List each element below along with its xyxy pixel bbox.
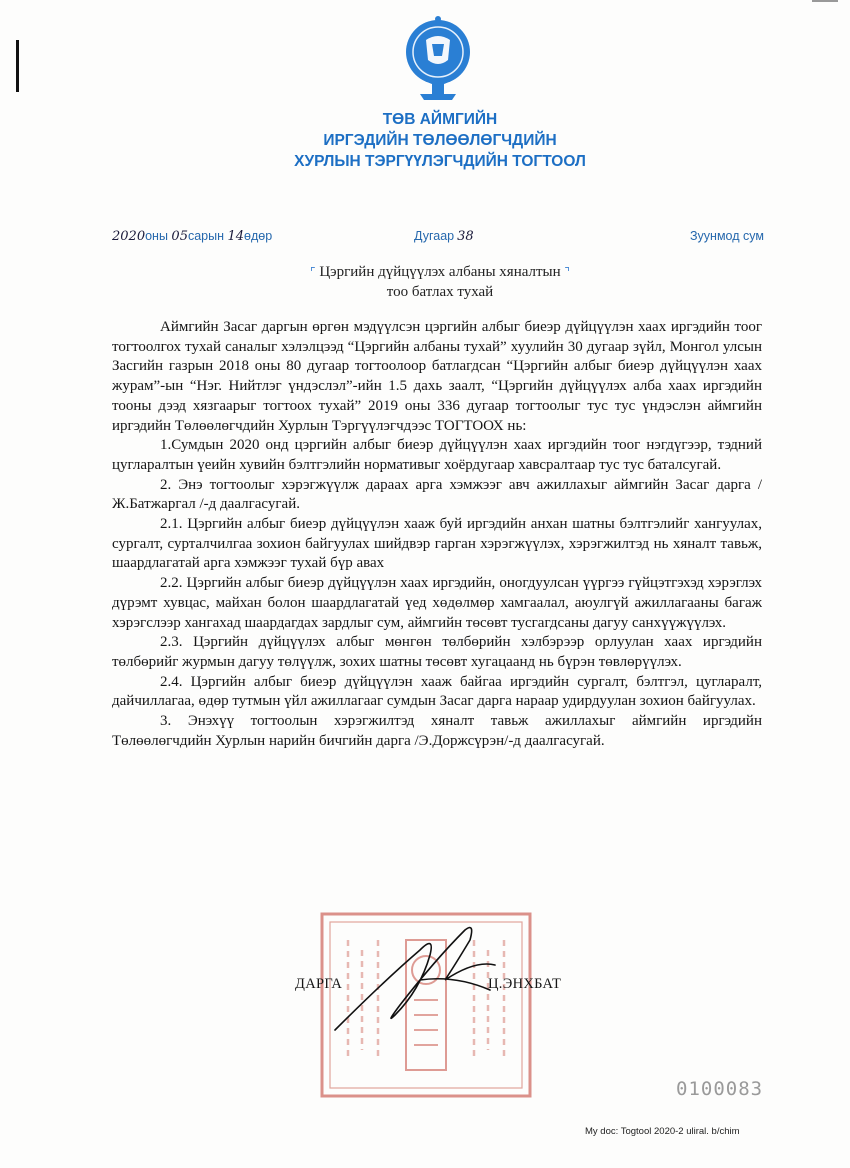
date-line — [112, 229, 272, 244]
document-number — [414, 229, 474, 244]
clause-2: 2. Энэ тогтоолыг хэрэгжүүлж дараах арга хэмжээг авч ажиллахыг аймгийн Засаг дарга /Ж.Батжаргал /-д даалгасугай. — [112, 476, 762, 513]
date-month-suffix: сарын — [187, 229, 225, 243]
org-name-line2: ИРГЭДИЙН ТӨЛӨӨЛӨГЧДИЙН — [323, 132, 557, 149]
clause-2-2: 2.2. Цэргийн албыг биеэр дүйцүүлэн хаах иргэдийн, оногдуулсан үүргээ гүйцэтгэхэд хэрэглэх дүрэмт хувцас, майхан болон шаардлагатай үед хөдөлмөр хамгаалал, аюулгүй ажиллагааны багаж хэрэгслээр хангахад шаардагдах зардлыг сум, аймгийн төсөвт тусгагдсаны дагуу санхүүжүүлэх. — [112, 575, 762, 631]
signatory-role: ДАРГА — [295, 976, 343, 992]
document-title-line2: тоо батлах тухай — [386, 284, 494, 300]
clause-2-4: 2.4. Цэргийн албыг биеэр дүйцүүлэн хааж байгаа иргэдийн сургалт, бэлтгэл, цугларалт, дайчиллагаа, өдөр тутмын үйл ажиллагааг сумдын Засаг дарга нараар удирдуулан зохион байгуулах. — [112, 673, 762, 710]
serial-number: 0100083 — [676, 1078, 764, 1100]
place: Зуунмод сум — [690, 229, 764, 243]
footer-docref: My doc: Togtool 2020-2 uliral. b/chim — [585, 1126, 740, 1137]
state-emblem-icon — [398, 10, 478, 105]
bracket-left-icon: ⌜ — [309, 265, 316, 279]
clause-1: 1.Сумдын 2020 онд цэргийн албыг биеэр дүйцүүлэн хаах иргэдийн тоог нэгдүгээр, тэдний цугларалтын үеийн хувийн бэлтгэлийн нормативыг хоёрдугаар хавсралтаар тус тус баталсугай. — [112, 437, 762, 473]
org-name-line3: ХУРЛЫН ТЭРГҮҮЛЭГЧДИЙН ТОГТООЛ — [294, 153, 586, 170]
body-intro: Аймгийн Засаг даргын өргөн мэдүүлсэн цэргийн албыг биеэр дүйцүүлэн хаах иргэдийн тоог тогтоолгох тухай саналыг хэлэлцээд “Цэргийн албаны тухай” хуулийн 30 дугаар зүйл, Монгол улсын Засгийн газрын 2018 оны 80 дугаар тогтоолоор батлагдсан “Цэргийн албыг биеэр дүйцүүлэн хаах журам”-ын “Нэг. Нийтлэг үндэслэл”-ийн 1.5 дахь заалт, “Цэргийн дүйцүүлэх алба хаах иргэдийн тооны дээд хязгаарыг тогтоох тухай” 2019 оны 336 дугаар тогтоолыг тус тус үндэслэн аймгийн иргэдийн Төлөөлөгчдийн Хурлын Тэргүүлэгчдээс ТОГТООХ нь: — [112, 319, 762, 434]
number-value: 38 — [457, 229, 474, 244]
title-text-1: Цэргийн дүйцүүлэх албаны хяналтын — [319, 264, 561, 280]
number-label: Дугаар — [414, 229, 455, 243]
clause-3: 3. Энэхүү тогтоолын хэрэгжилтэд хяналт тавьж ажиллахыг аймгийн иргэдийн Төлөөлөгчдийн Хурлын нарийн бичгийн дарга /Э.Доржсүрэн/-д даалгасугай. — [112, 713, 762, 749]
clause-2-3: 2.3. Цэргийн дүйцүүлэх албыг мөнгөн төлбөрийн хэлбэрээр орлуулан хаах иргэдийн төлбөрийг журмын дагуу төлүүлж, зохих шатны төсөвт хугацаанд нь бүрэн төвлөрүүлэх. — [112, 634, 762, 670]
document-body — [112, 318, 762, 751]
clause-2-1: 2.1. Цэргийн албыг биеэр дүйцүүлэн хааж буй иргэдийн анхан шатны бэлтгэлийг хангуулах, сургалт, сурталчилгаа зохион байгуулах шийдвэр гарган хэрэгжүүлэх, хэрэгжилтэд нь хяналт тавьж, шаардлагатай арга хэмжээг тухай бүр авах — [112, 516, 762, 572]
document-title-line1 — [260, 263, 620, 282]
bracket-right-icon: ⌝ — [564, 265, 571, 279]
org-name-line1: ТӨВ АЙМГИЙН — [382, 111, 498, 128]
date-year-suffix: оны — [145, 229, 168, 243]
signatory-name: Ц.ЭНХБАТ — [488, 976, 562, 992]
date-month: 05 — [171, 229, 188, 244]
scan-mark — [812, 0, 838, 2]
handwritten-signature — [325, 920, 525, 1040]
scan-mark — [16, 40, 19, 92]
date-day-suffix: өдөр — [244, 229, 273, 243]
date-year: 2020 — [112, 229, 146, 244]
date-day: 14 — [227, 229, 245, 244]
